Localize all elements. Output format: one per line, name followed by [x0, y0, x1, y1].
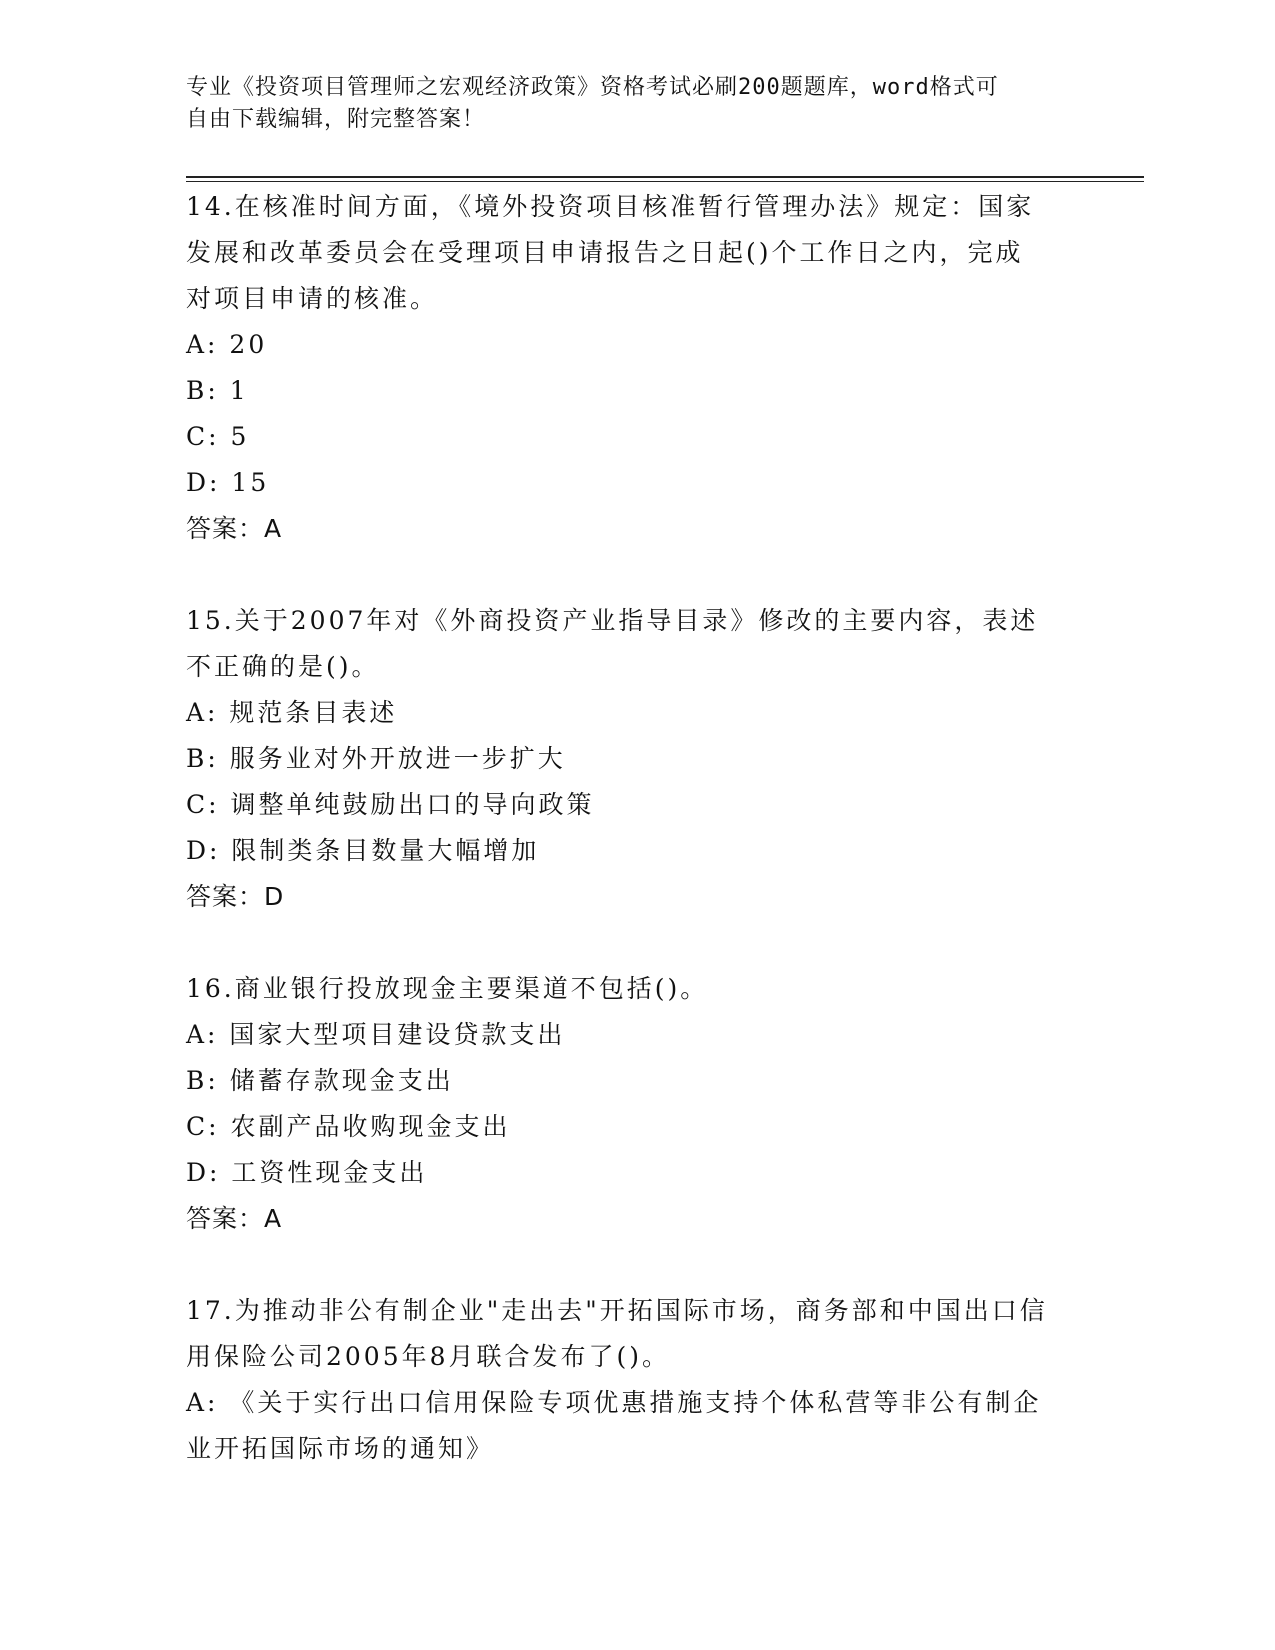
header-divider [186, 176, 1144, 182]
option-a: A: 规范条目表述 [186, 698, 398, 727]
answer-line: 答案：A [186, 1204, 283, 1233]
option-a-continued: 业开拓国际市场的通知》 [186, 1434, 495, 1463]
header-line-1: 专业《投资项目管理师之宏观经济政策》资格考试必刷200题题库，word格式可 [186, 75, 999, 100]
question-stem-line: 用保险公司2005年8月联合发布了()。 [186, 1342, 671, 1371]
option-d: D: 限制类条目数量大幅增加 [186, 836, 540, 865]
question-stem-line: 14.在核准时间方面，《境外投资项目核准暂行管理办法》规定：国家 [186, 192, 1035, 221]
option-b: B: 储蓄存款现金支出 [186, 1066, 454, 1095]
question-stem-line: 16.商业银行投放现金主要渠道不包括()。 [186, 974, 709, 1003]
option-a: A: 《关于实行出口信用保险专项优惠措施支持个体私营等非公有制企 [186, 1388, 1042, 1417]
option-c: C: 调整单纯鼓励出口的导向政策 [186, 790, 595, 819]
option-c: C: 农副产品收购现金支出 [186, 1112, 511, 1141]
question-stem-line: 发展和改革委员会在受理项目申请报告之日起()个工作日之内，完成 [186, 238, 1024, 267]
option-d: D: 工资性现金支出 [186, 1158, 428, 1187]
question-14 [186, 184, 1066, 552]
option-b: B: 1 [186, 376, 249, 405]
question-spacer [186, 920, 1066, 966]
question-spacer [186, 1242, 1066, 1288]
header-line-2: 自由下载编辑，附完整答案！ [186, 107, 486, 132]
question-stem-line: 15.关于2007年对《外商投资产业指导目录》修改的主要内容，表述 [186, 606, 1039, 635]
option-d: D: 15 [186, 468, 270, 497]
question-16 [186, 966, 1066, 1242]
answer-line: 答案：D [186, 882, 285, 911]
question-17 [186, 1288, 1066, 1472]
question-spacer [186, 552, 1066, 598]
question-list [186, 184, 1066, 1472]
question-stem-line: 对项目申请的核准。 [186, 284, 439, 313]
option-c: C: 5 [186, 422, 250, 451]
question-stem-line: 不正确的是()。 [186, 652, 380, 681]
option-b: B: 服务业对外开放进一步扩大 [186, 744, 566, 773]
option-a: A: 国家大型项目建设贷款支出 [186, 1020, 566, 1049]
question-15 [186, 598, 1066, 920]
answer-line: 答案：A [186, 514, 283, 543]
question-stem-line: 17.为推动非公有制企业"走出去"开拓国际市场，商务部和中国出口信 [186, 1296, 1048, 1325]
option-a: A: 20 [186, 330, 268, 359]
document-header [186, 72, 1066, 136]
